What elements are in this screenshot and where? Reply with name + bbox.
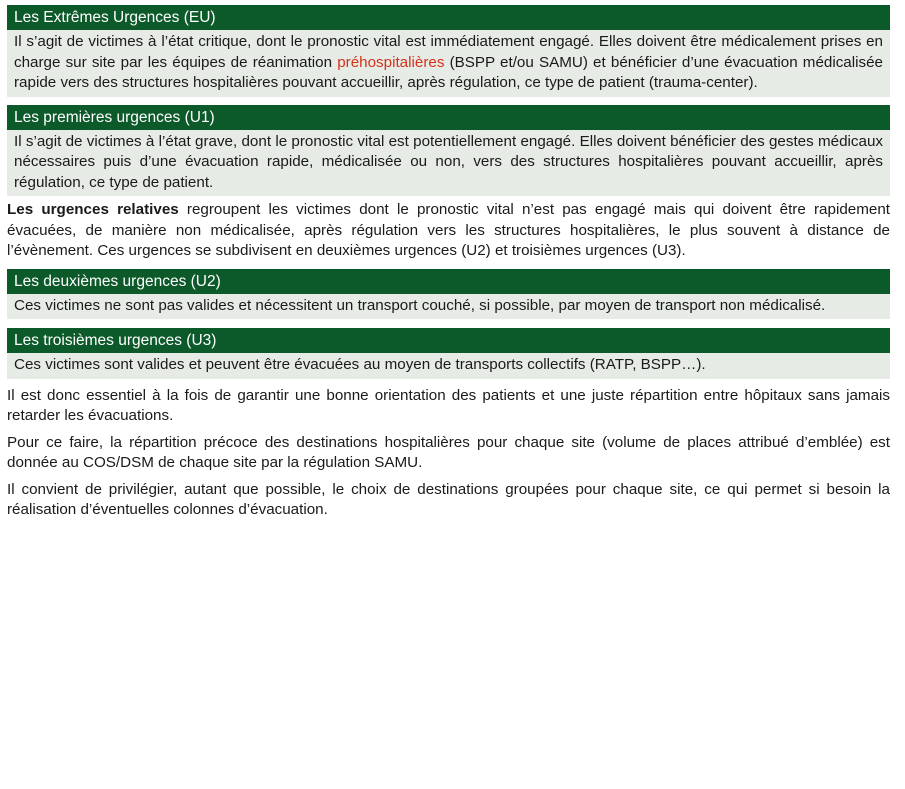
section-u1-title: Les premières urgences (U1) xyxy=(7,105,890,130)
paragraph-orientation: Il est donc essentiel à la fois de garantir une bonne orientation des patients et une juste répartition entre hôpitaux sans jamais retarder les évacuations. xyxy=(7,386,890,424)
section-eu-text-after: (BSPP et/ou SAMU) et bénéficier d’une évacuation médicalisée rapide vers des structures hospitalières pouvant accueillir, après régulation, ce type de patient (trauma-center). xyxy=(14,53,883,91)
section-eu xyxy=(7,5,890,97)
section-eu-highlight: préhospitalières xyxy=(337,53,445,71)
paragraph-repartition: Pour ce faire, la répartition précoce des destinations hospitalières pour chaque site (volume de places attribué d’emblée) est donnée au COS/DSM de chaque site par la régulation SAMU. xyxy=(7,433,890,471)
section-eu-title: Les Extrêmes Urgences (EU) xyxy=(7,5,890,30)
urgences-relatives-text: regroupent les victimes dont le pronostic vital n’est pas engagé mais qui doivent être rapidement évacuées, de manière non médicalisée, après régulation vers les structures hospitalières, le plus souvent à distance de l’évènement. Ces urgences se subdivisent en deuxièmes urgences (U2) et troisièmes urgences (U3). xyxy=(7,201,890,259)
paragraph-destinations: Il convient de privilégier, autant que possible, le choix de destinations groupées pour chaque site, ce qui permet si besoin la réalisation d’éventuelles colonnes d’évacuation. xyxy=(7,480,890,518)
section-u1 xyxy=(7,105,890,197)
section-eu-text-before: Il s’agit de victimes à l’état critique, dont le pronostic vital est immédiatement engagé. Elles doivent être médicalement prises en charge sur site par les équipes de réanimation xyxy=(14,33,883,71)
section-u3 xyxy=(7,328,890,379)
section-u2-body: Ces victimes ne sont pas valides et nécessitent un transport couché, si possible, par moyen de transport non médicalisé. xyxy=(7,294,890,320)
section-u2 xyxy=(7,269,890,320)
section-u2-title: Les deuxièmes urgences (U2) xyxy=(7,269,890,294)
section-eu-body xyxy=(7,30,890,97)
section-u1-body: Il s’agit de victimes à l’état grave, dont le pronostic vital est potentiellement engagé. Elles doivent bénéficier des gestes médicaux nécessaires puis d’une évacuation rapide, médicalisée ou non, vers des structures hospitalières pouvant accueillir, après régulation, ce type de patient. xyxy=(7,130,890,197)
urgences-relatives-bold: Les urgences relatives xyxy=(7,201,179,218)
section-u3-title: Les troisièmes urgences (U3) xyxy=(7,328,890,353)
section-u3-body: Ces victimes sont valides et peuvent être évacuées au moyen de transports collectifs (RATP, BSPP…). xyxy=(7,353,890,379)
paragraph-urgences-relatives xyxy=(7,200,890,262)
